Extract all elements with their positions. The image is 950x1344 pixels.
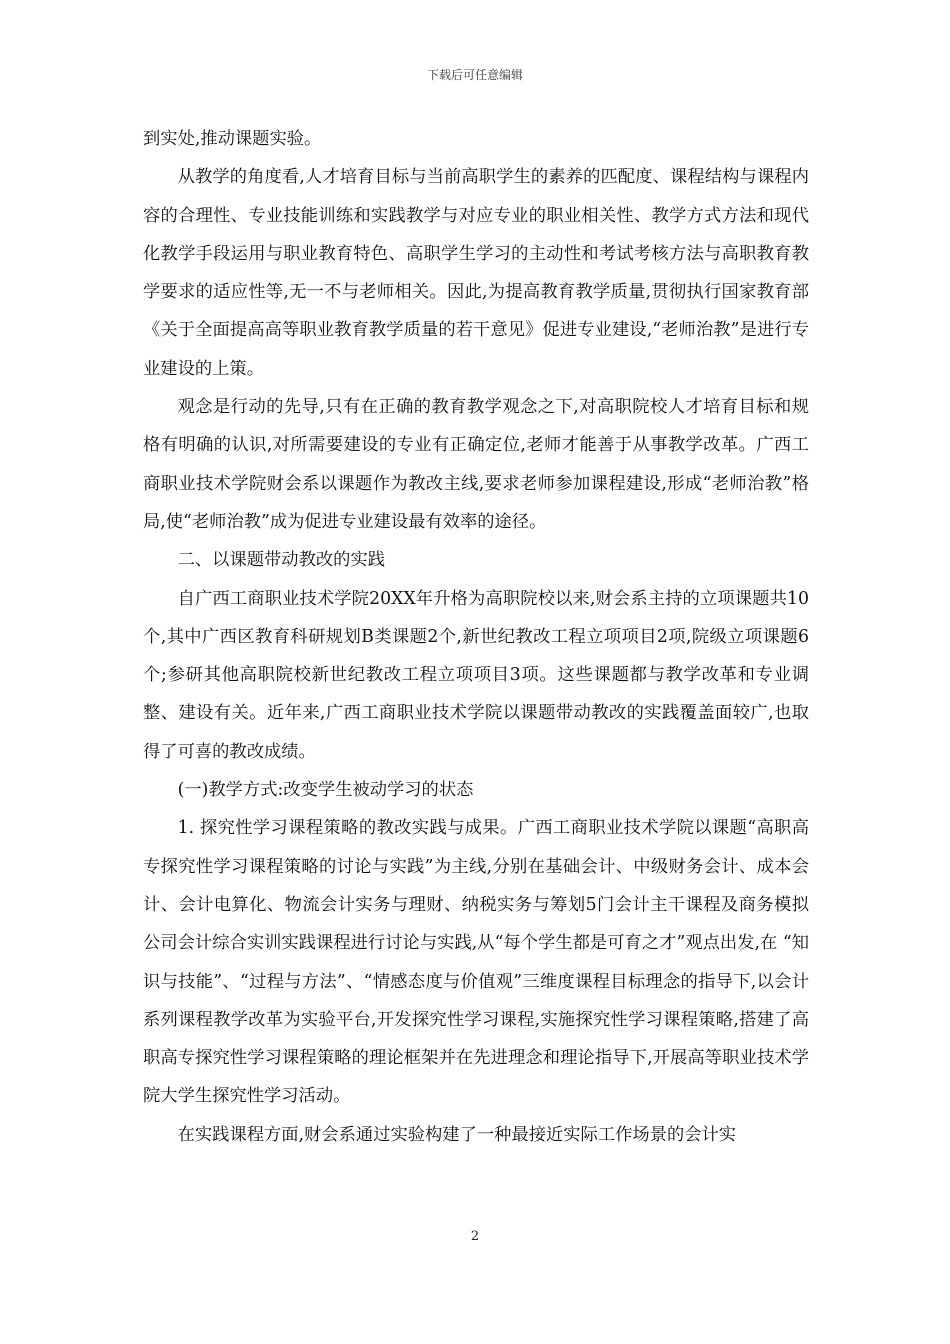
subsection-heading-1: (一)教学方式:改变学生被动学习的状态 [177,780,474,801]
paragraph-6: 在实践课程方面,财会系通过实验构建了一种最接近实际工作场景的会计实 [177,1124,737,1145]
paragraph-3: 观念是行动的先导,只有在正确的教育教学观念之下,对高职院校人才培育目标和规格有明确的认识,对所需要建设的专业有正确定位,老师才能善于从事教学改革。广西工商职业技术学院财会系以课题作为教改主线,要求老师参加课程建设,形成“老师治教”格局,使“老师治教”成为促进专业建设最有效率的途径。 [143,397,809,532]
section-heading-2: 二、以课题带动教改的实践 [177,550,385,571]
page-number: 2 [470,1229,480,1244]
paragraph-5: 1. 探究性学习课程策略的教改实践与成果。广西工商职业技术学院以课题“高职高专探究性学习课程策略的讨论与实践”为主线,分别在基础会计、中级财务会计、成本会计、会计电算化、物流会计实务与理财、纳税实务与筹划5门会计主干课程及商务模拟公司会计综合实训实践课程进行讨论与实践,从“每个学生都是可育之才”观点出发,在 “知识与技能”、“过程与方法”、“情感态度与价值观”三维度课程目标理念的指导下,以会计系列课程教学改革为实验平台,开发探究性学习课程,实施探究性学习课程策略,搭建了高职高专探究性学习课程策略的理论框架并在先进理念和理论指导下,开展高等职业技术学院大学生探究性学习活动。 [143,818,809,1107]
paragraph-4: 自广西工商职业技术学院20XX年升格为高职院校以来,财会系主持的立项课题共10个,其中广西区教育科研规划B类课题2个,新世纪教改工程立项项目2项,院级立项课题6个;参研其他高职院校新世纪教改工程立项项目3项。这些课题都与教学改革和专业调整、建设有关。近年来,广西工商职业技术学院以课题带动教改的实践覆盖面较广,也取得了可喜的教改成绩。 [143,588,809,762]
page-header-note: 下载后可任意编辑 [426,68,523,82]
document-body [143,120,809,1154]
paragraph-2: 从教学的角度看,人才培育目标与当前高职学生的素养的匹配度、课程结构与课程内容的合理性、专业技能训练和实践教学与对应专业的职业相关性、教学方式方法和现代化教学手段运用与职业教育特色、高职学生学习的主动性和考试考核方法与高职教育教学要求的适应性等,无一不与老师相关。因此,为提高教育教学质量,贯彻执行国家教育部《关于全面提高高等职业教育教学质量的若干意见》促进专业建设,“老师治教”是进行专业建设的上策。 [143,167,809,379]
paragraph-1: 到实处,推动课题实验。 [143,129,322,149]
